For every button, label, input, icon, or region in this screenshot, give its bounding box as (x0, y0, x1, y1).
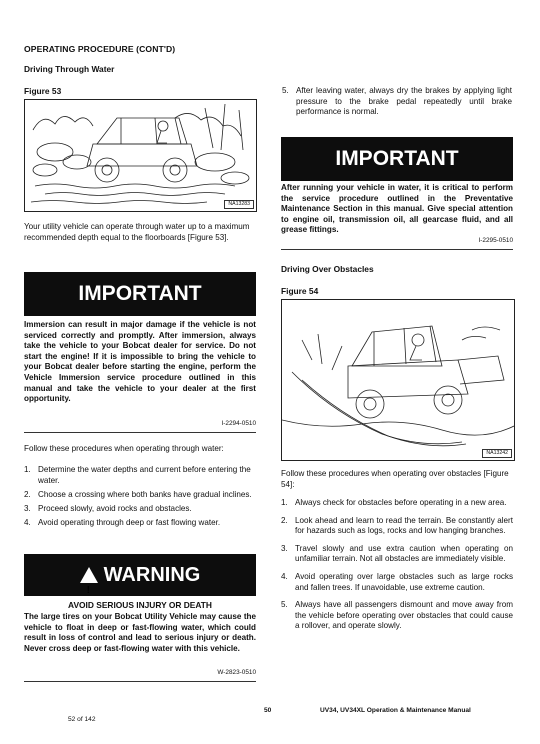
warning-banner-label: WARNING (103, 564, 201, 586)
list-item: 3. Travel slowly and use extra caution when operating on unfamiliar terrain. Not all obstacles are immediately visible. (281, 543, 513, 564)
water-procedure-intro: Follow these procedures when operating through water: (24, 444, 224, 453)
water-depth-intro: Your utility vehicle can operate through water up to a maximum recommended depth equal to the floorboards [Figure 53]. (24, 222, 250, 242)
figure-53-illustration (24, 99, 257, 212)
warning-ref: W-2823-0510 (217, 669, 256, 676)
important-banner-right-label: IMPORTANT (335, 147, 459, 170)
list-item: 3. Proceed slowly, avoid rocks and obstacles. (24, 503, 192, 513)
list-item: 2. Look ahead and learn to read the terrain. Be constantly alert for hazards such as logs, rocks and low hanging branches. (281, 515, 513, 536)
pdf-page-count: 52 of 142 (68, 716, 96, 723)
utv-water-crossing-drawing (25, 100, 256, 211)
list-item: 1. Always check for obstacles before operating in a new area. (281, 498, 507, 507)
important-banner-left-label: IMPORTANT (78, 282, 202, 305)
list-item: 5. Always have all passengers dismount and move away from the vehicle before operating over obstacles that could cause a rollover, and operate slowly. (281, 600, 513, 631)
page-number: 50 (264, 707, 272, 714)
utv-obstacle-drawing (282, 300, 514, 460)
figure-54-illustration (281, 299, 515, 461)
obstacles-title: Driving Over Obstacles (281, 264, 374, 274)
obstacle-procedure-list (281, 498, 513, 636)
important-ref-left: I-2294-0510 (221, 420, 256, 427)
warning-heading: AVOID SERIOUS INJURY OR DEATH (68, 600, 212, 610)
figure-54-label: Figure 54 (281, 286, 319, 296)
divider-right-1 (281, 249, 513, 250)
section-title: OPERATING PROCEDURE (CONT'D) (24, 44, 176, 54)
list-item: 1. Determine the water depths and current before entering the water. (24, 465, 251, 485)
warning-banner (24, 554, 256, 596)
obstacle-procedure-intro: Follow these procedures when operating over obstacles [Figure 54]: (281, 469, 509, 489)
manual-title: UV34, UV34XL Operation & Maintenance Manual (320, 707, 471, 714)
figure-53-label: Figure 53 (24, 86, 62, 96)
warning-text: The large tires on your Bobcat Utility Vehicle may cause the vehicle to float in deep or fast-flowing water, which could result in loss of control and lead to serious injury or death. Never cross deep or fast-flowing water with this vehicle. (24, 612, 256, 653)
divider-left-2 (24, 681, 256, 682)
list-item: 4. Avoid operating over large obstacles such as large rocks and fallen trees. If unavoidable, use extreme caution. (281, 571, 513, 592)
immersion-important-text: Immersion can result in major damage if the vehicle is not serviced correctly and promptly. After immersion, always take the vehicle to your Bobcat dealer for service. Do not start the engine! If it is impossible to bring the vehicle to your Bobcat dealer before starting the engine, perform the Vehicle Immersion service procedure outlined in this manual and take the vehicle to your dealer at the first opportunity. (24, 320, 256, 404)
list-item: 4. Avoid operating through deep or fast flowing water. (24, 518, 221, 528)
service-important-text: After running your vehicle in water, it is critical to perform the service procedure outlined in the Preventative Maintenance Section in this manual. Give special attention to engine oil, transmission oil, all gearcase fluid, and all grease fittings. (281, 183, 513, 235)
important-banner-left (24, 272, 256, 316)
divider-left-1 (24, 432, 256, 433)
important-banner-right (281, 137, 513, 181)
list-item: 2. Choose a crossing where both banks have gradual inclines. (24, 489, 252, 499)
figure-54-tag: NA13242 (482, 449, 512, 458)
brake-dry-step: 5. After leaving water, always dry the brakes by applying light pressure to the brake pedal repeatedly until brake performance is normal. (282, 86, 512, 117)
figure-53-tag: NA13283 (224, 200, 254, 209)
warning-triangle-icon (80, 567, 98, 583)
subsection-title: Driving Through Water (24, 64, 115, 74)
water-procedure-list (24, 465, 256, 532)
important-ref-right: I-2295-0510 (478, 237, 513, 244)
